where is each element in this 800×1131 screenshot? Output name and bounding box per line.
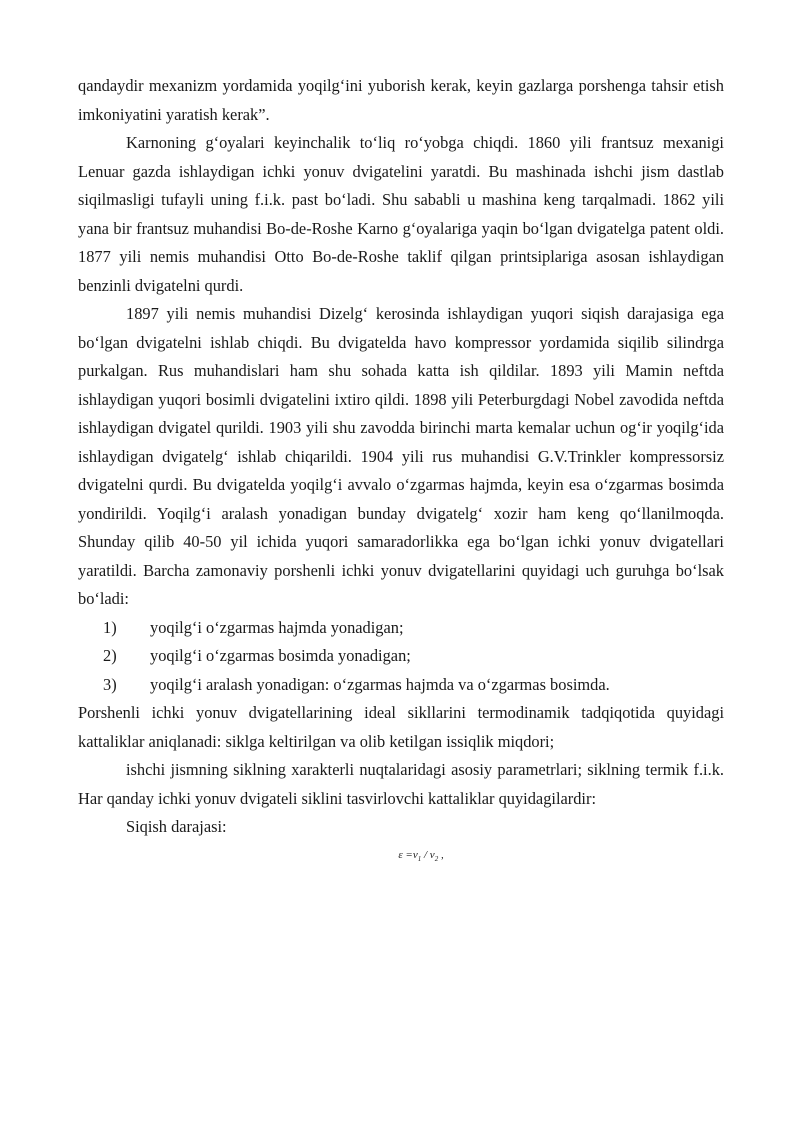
paragraph-5: Siqish darajasi: bbox=[126, 817, 227, 836]
paragraph-2: 1897 yili nemis muhandisi Dizelg‘ kerosinda ishlaydigan yuqori siqish darajasiga ega bo‘lgan dvigatelni ishlab chiqdi. Bu dvigatelda havo kompressor yordamida siqilib silindrga purkalgan. Rus muhandislari ham shu sohada katta ish qildilar. 1893 yili Mamin neftda ishlaydigan yuqori bosimli dvigatelini ixtiro qildi. 1898 yili Peterburgdagi Nobel zavodida neftda ishlaydigan dvigatel qurildi. 1903 yili shu zavodda birinchi marta kemalar uchun og‘ir yoqilg‘ida ishlaydigan dvigatelg‘ ishlab chiqarildi. 1904 yili rus muhandisi G.V.Trinkler kompressorsiz dvigatelni qurdi. Bu dvigatelda yoqilg‘i avvalo o‘zgarmas hajmda, keyin esa o‘zgarmas bosimda yondirildi. Yoqilg‘i aralash yonadigan bunday dvigatelg‘ xozir ham keng qo‘llanilmoqda. Shunday qilib 40-50 yil ichida yuqori samaradorlikka ega bo‘lgan ichki yonuv dvigatellari yaratildi. Barcha zamonaviy porshenli ichki yonuv dvigatellarini quyidagi uch guruhga bo‘lsak bo‘ladi: bbox=[78, 304, 724, 608]
formula-slash: / bbox=[421, 848, 430, 861]
formula-comma: , bbox=[438, 848, 444, 861]
paragraph-0: qandaydir mexanizm yordamida yoqilg‘ini yuborish kerak, keyin gazlarga porshenga tahsir etish imkoniyatini yaratish kerak”. bbox=[78, 76, 724, 124]
formula-v1: v bbox=[412, 848, 418, 861]
list-item-text: yoqilg‘i o‘zgarmas hajmda yonadigan; bbox=[150, 617, 404, 637]
formula-v2: v bbox=[429, 848, 435, 861]
formula-equals: = bbox=[402, 848, 413, 861]
document-page bbox=[78, 72, 724, 870]
list-item-text: yoqilg‘i aralash yonadigan: o‘zgarmas hajmda va o‘zgarmas bosimda. bbox=[150, 674, 610, 694]
engine-groups-list bbox=[78, 614, 724, 700]
paragraph-1: Karnoning g‘oyalari keyinchalik to‘liq ro‘yobga chiqdi. 1860 yili frantsuz mexanigi Lenuar gazda ishlaydigan ichki yonuv dvigatelini yaratdi. Bu mashinada ishchi jism dastlab siqilmasligi tufayli uning f.i.k. past bo‘ladi. Shu sababli u mashina keng tarqalmadi. 1862 yili yana bir frantsuz muhandisi Bo-de-Roshe Karno g‘oyalariga yaqin bo‘lgan dvigatelga patent oldi. 1877 yili nemis muhandisi Otto Bo-de-Roshe taklif qilgan printsiplariga asosan ishlaydigan benzinli dvigatelni qurdi. bbox=[78, 133, 724, 295]
list-item-number: 2) bbox=[103, 646, 117, 665]
list-item bbox=[78, 671, 724, 700]
list-item-text: yoqilg‘i o‘zgarmas bosimda yonadigan; bbox=[150, 646, 411, 665]
list-item bbox=[78, 642, 724, 671]
list-item-number: 1) bbox=[103, 617, 117, 637]
compression-ratio-formula bbox=[78, 844, 724, 870]
formula-sub2: 2 bbox=[434, 854, 439, 863]
paragraph-3: Porshenli ichki yonuv dvigatellarining ideal sikllarini termodinamik tadqiqotida quyidagi kattaliklar aniqlanadi: siklga keltirilgan va olib ketilgan issiqlik miqdori; bbox=[78, 703, 724, 751]
formula-sub1: 1 bbox=[417, 854, 422, 863]
list-item-number: 3) bbox=[103, 674, 117, 694]
paragraph-4: ishchi jismning siklning xarakterli nuqtalaridagi asosiy parametrlari; siklning termik f.i.k. Har qanday ichki yonuv dvigateli siklini tasvirlovchi kattaliklar quyidagilardir: bbox=[78, 760, 724, 808]
list-item bbox=[78, 614, 724, 643]
formula-epsilon: ε bbox=[398, 848, 403, 861]
